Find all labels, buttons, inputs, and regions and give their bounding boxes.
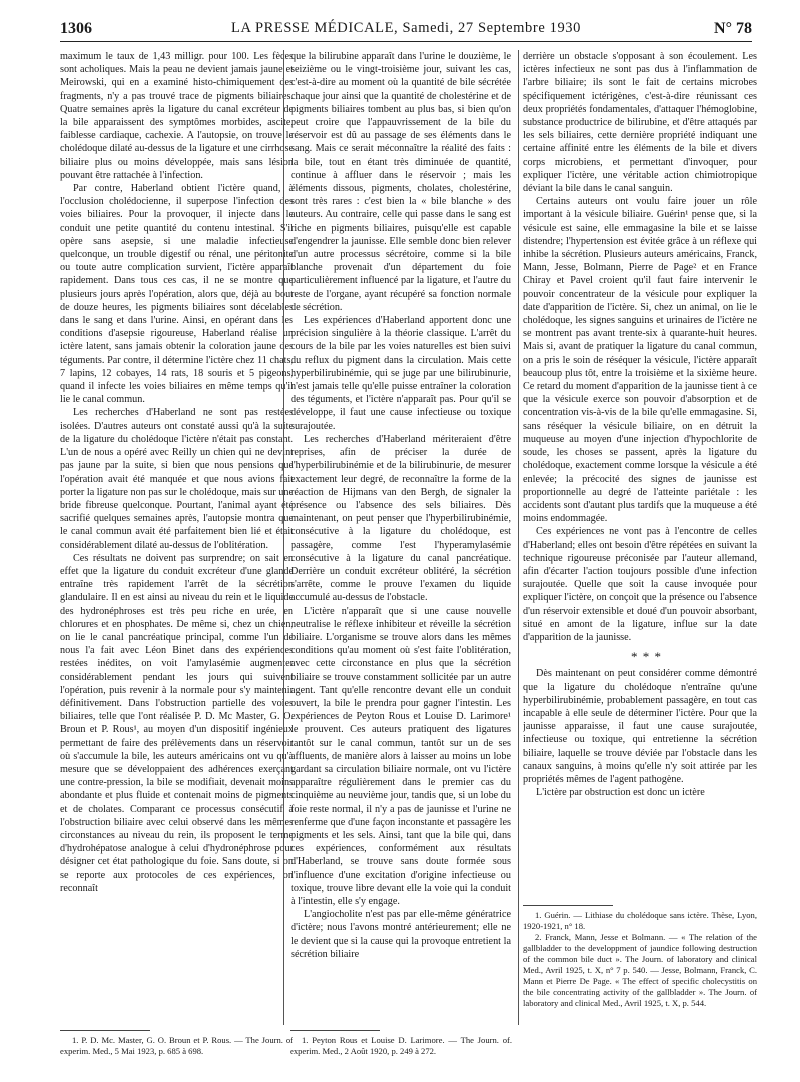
paragraph: Ces résultats ne doivent pas surprendre; on sait en effet que la ligature du conduit excréteur d'une glande entraîne très rapidement l'arrêt de la sécrétion glandulaire. Il en est ainsi au niveau du rein et le liquide des hydronéphroses est très peu riche en urée, en chlorures et en phosphates. De même si, chez un chien, on lie le canal pancréatique principal, comme l'un de nous l'a fait avec Léon Binet dans des expériences restées inédites, on voit l'amylasémie augmenter considérablement pendant les jours qui suivent l'opération, puis revenir à la normale pour s'y maintenir définitivement. Dans l'obstruction partielle des voies biliaires, telle que l'ont réalisée P. D. Mc Master, G. O. Broun et P. Rous¹, au moyen d'un dispositif ingénieux permettant de faire des prélèvements dans un réservoir où s'accumule la bile, les auteurs américains ont vu qu'à mesure que se développaient des adhérences exerçant une contre-pression, la bile se modifiait, devenait moins abondante et plus fluide et contenait moins de pigments et de cholates. Comparant ce processus consécutif à l'obstruction biliaire avec celui observé dans les mêmes circonstances au niveau du rein, ils proposent le terme d'hydrohépatose analogue à celui d'hydronéphrose pour désigner cet état pathologique du foie. Sans doute, si on se reporte aux protocoles de ces expériences, on reconnaît	[60, 552, 293, 894]
paragraph: Les recherches d'Haberland mériteraient d'être reprises, afin de préciser la durée de l'hyperbilirubinémie et de la bilirubinurie, de mesurer exactement leur degré, de reconnaître la forme de la réaction de Hijmans van den Bergh, de signaler la présence ou l'absence des sels biliaires. Dès maintenant, on peut penser que l'hyperbilirubinémie, consécutive à la ligature du cholédoque, est passagère, comme l'est l'hyperamylasémie consécutive à la ligature du canal pancréatique. Derrière un conduit excréteur oblitéré, la sécrétion s'arrête, comme le prouve l'examen du liquide accumulé au-dessus de l'obstacle.	[291, 433, 511, 604]
paragraph: Dès maintenant on peut considérer comme démontré que la ligature du cholédoque n'entraîne qu'une hyperbilirubinémie, probablement passagère, en tout cas incapable à elle seule de déterminer l'ictère. Pour que la jaunisse apparaisse, il faut une cause surajoutée, infectieuse ou toxique, qui entretienne la sécrétion biliaire, laquelle se trouve déviée par l'obstacle dans les canaux sanguins, à moins qu'elle n'y soit attirée par les propriétés mêmes de l'agent pathogène.	[523, 668, 757, 785]
paragraph: Par contre, Haberland obtient l'ictère quand, à l'occlusion cholédocienne, il superpose l'infection des voies biliaires. Pour la provoquer, il injecte dans le conduit une petite quantité du contenu intestinal. S'il opère sans asepsie, si une maladie infectieuse quelconque, un trouble digestif ou rénal, une péritonite ou toute autre complication survient, l'ictère apparaît rapidement. Dans tous ces cas, il ne se montre que plusieurs jours après l'opération, alors que, déjà au bout de douze heures, les pigments biliaires sont décelables dans le sang et dans l'urine. Ainsi, en opérant dans les conditions d'asepsie rigoureuse, Haberland réalise un ictère latent, sans jamais obtenir la coloration jaune des téguments. Par contre, il détermine l'ictère chez 11 chats, 7 lapins, 12 cobayes, 14 rats, 18 souris et 5 pigeons, quand il infecte les voies biliaires en même temps qu'il lie le canal commun.	[60, 183, 293, 406]
page-header	[60, 20, 752, 50]
column-3	[523, 50, 757, 845]
paragraph: L'ictère par obstruction est donc un ictère	[536, 787, 705, 799]
section-separator: * * *	[631, 649, 662, 665]
footnote-rule	[60, 1030, 150, 1031]
paragraph: Certains auteurs ont voulu faire jouer un rôle important à la vésicule biliaire. Guérin¹ pense que, si la vésicule est saine, elle emmagasine la bile et se laisse distendre; l'hypertension est évitée grâce à un réflexe qui inhibe la sécrétion. Plusieurs auteurs américains, Franck, Mann, Jesse, Bolmann, Pierre de Page² et en France Chiray et Pavel croient qu'il faut faire intervenir le pouvoir concentrateur de la vésicule pour expliquer la date d'apparition de l'ictère. Si, chez un animal, on lie le cholédoque, les signes sanguins et urinaires de l'ictère ne se montrent pas avant trente-six à quarante-huit heures. Mais si, avant de pratiquer la ligature du canal commun, on a pris le soin de réséquer la vésicule, l'ictère apparaît beaucoup plus tôt, entre la troisième et la sixième heure. Ce retard du moment d'apparition de la jaunisse tient à ce que la vésicule exerce son pouvoir d'absorption et de concentration vis-à-vis de la bile qu'elle emmagasine. Si, sans réséquer la vésicule biliaire, on en détruit la muqueuse au moyen d'une injection d'hypochlorite de soude, les choses se passent, après la ligature du cholédoque, exactement comme lorsque la vésicule a été enlevée; la précocité des signes de jaunisse est proportionnelle au degré de l'atteinte pariétale : les accidents sont d'autant plus tardifs que la muqueuse a été moins endommagée.	[523, 196, 757, 525]
paragraph: Les expériences d'Haberland apportent donc une précision singulière à la théorie classique. L'arrêt du cours de la bile par les voies naturelles est bien suivi du reflux du pigment dans la circulation. Mais cette hyperbilirubinémie, qui se juge par une bilirubinurie, n'est jamais telle qu'elle puisse entraîner la coloration des téguments, et l'ictère n'apparaît pas. Pour qu'il se développe, il faut une cause infectieuse ou toxique surajoutée.	[291, 315, 511, 432]
footnote-rule	[290, 1030, 380, 1031]
footnotes-column-3	[523, 905, 757, 1009]
footnotes-column-2	[290, 1030, 512, 1057]
column-2-body	[283, 50, 519, 1025]
column-3-body	[523, 50, 757, 845]
paragraph: que la bilirubine apparaît dans l'urine le douzième, le seizième ou le vingt-troisième jour, suivant les cas, c'est-à-dire au moment où la quantité de bile sécrétée chaque jour ainsi que la quantité de cholestérine et de pigments biliaires tombent au plus bas, si bien qu'on peut croire que l'appauvrissement de la bile du réservoir est dû au passage de ses éléments dans le sang. Mais ce serait méconnaître la réalité des faits : la bile, tout en étant très diminuée de quantité, continue à affluer dans le réservoir ; mais les éléments dissous, pigments, cholates, cholestérine, sont très rares : c'est bien la « bile blanche » des auteurs. Au contraire, celle qui passe dans le sang est riche en pigments biliaires, puisqu'elle est capable d'engendrer la jaunisse. Elle semble donc bien relever d'un autre processus sécrétoire, comme si la bile blanche provenait d'un département du foie particulièrement influencé par la ligature, et l'autre du reste de l'organe, ayant récupéré sa fonction normale de sécrétion.	[291, 51, 511, 313]
paragraph: Ces expériences ne vont pas à l'encontre de celles d'Haberland; elles ont besoin d'être répétées en suivant la technique rigoureuse préconisée par l'auteur allemand, afin d'écarter l'action toujours possible d'une infection surajoutée. Quelle que soit la cause invoquée pour expliquer l'ictère, on conçoit que la présence ou l'absence d'un réservoir extensible et doué d'un pouvoir absorbant, situé en amont de la ligature, influe sur la date d'apparition de la jaunisse.	[523, 526, 757, 643]
footnote-rule	[523, 905, 613, 906]
column-2	[283, 50, 519, 1025]
footnote: 1. P. D. Mc. Master, G. O. Broun et P. Rous. — The Journ. of experim. Med., 5 Mai 1923, p. 685 à 698.	[60, 1035, 293, 1056]
column-1	[60, 50, 293, 1025]
footnote: 1. Peyton Rous et Louise D. Larimore. — The Journ. of. experim. Med., 2 Août 1920, p. 249 à 272.	[290, 1035, 512, 1056]
footnote: 2. Franck, Mann, Jesse et Bolmann. — « The relation of the gallbladder to the developpment of jaundice following destruction of the common bile duct ». The Journ. of laboratory and clinical Med., Avril 1925, t. X, n° 7 p. 540. — Jesse, Bolmann, Franck, C. Mann et Pierre De Page. « The effect of specific cholecystitis on the bile concentrating activity of the gallbladder ». The Journ. of laboratory and clinical Med., Avril 1925, t. X, p. 544.	[523, 932, 757, 1008]
paragraph: maximum le taux de 1,43 milligr. pour 100. Les fèces sont acholiques. Mais la peau ne devient jamais jaune et Meirowski, qui en a examiné histo-chimiquement des fragments, n'y a pas trouvé trace de pigments biliaires. Quatre semaines après la ligature du canal excréteur de la bile apparaissent des symptômes morbides, ascite, faiblesse cardiaque, cachexie. A l'autopsie, on trouve le cholédoque dilaté au-dessus de la ligature et une cirrhose biliaire plus ou moins développée, mais sans lésion pouvant être rattachée à l'infection.	[60, 51, 293, 181]
footnote: 1. Guérin. — Lithiase du cholédoque sans ictère. Thèse, Lyon, 1920-1921, n° 18.	[523, 910, 757, 931]
header-rule	[60, 41, 752, 42]
paragraph: L'angiocholite n'est pas par elle-même génératrice d'ictère; nous l'avons montré antérieurement; elle ne le devient que si la cause qui la provoque entretient la sécrétion biliaire	[291, 909, 511, 960]
paragraph: Les recherches d'Haberland ne sont pas restées isolées. D'autres auteurs ont constaté aussi qu'à la suite de la ligature du cholédoque l'ictère n'était pas constant. L'un de nous a opéré avec Reilly un chien qui ne devint pas jaune par la suite, si bien que nous pensions que l'opération avait été manquée et que nous avions fait porter la ligature non pas sur le cholédoque, mais sur une bride fibreuse quelconque. Pourtant, l'animal ayant été sacrifié quelques semaines après, l'autopsie montra que le canal commun avait été parfaitement bien lié et était considérablement dilaté au-dessus de l'oblitération.	[60, 407, 293, 551]
paragraph: derrière un obstacle s'opposant à son écoulement. Les ictères infectieux ne sont pas dus à l'inflammation de l'arbre biliaire; ils sont le fait de certains microbes spécifiquement ictérigènes, c'est-à-dire réunissant ces deux propriétés fondamentales, d'attaquer l'hémoglobine, substance productrice de bilirubine, et d'être attaqués par les sels biliaires, cette dernière propriété indiquant une certaine affinité entre les éléments de la bile et divers corps microbiens, et permettant d'invoquer, pour expliquer l'ictère, une véritable action chimiotropique déviant la bile dans le canal sanguin.	[523, 51, 757, 195]
paragraph: L'ictère n'apparaît que si une cause nouvelle neutralise le réflexe inhibiteur et réveille la sécrétion biliaire. L'organisme se trouve alors dans les mêmes conditions qu'au moment où s'est faite l'oblitération, avec cette circonstance en plus que la sécrétion biliaire se trouve constamment sollicitée par un autre agent. Tant qu'elle rencontre devant elle un conduit ouvert, la bile le prendra pour gagner l'intestin. Les expériences de Peyton Rous et Louise D. Larimore¹ le prouvent. Ces auteurs pratiquent des ligatures tantôt sur le canal commun, tantôt sur un de ses affluents, de manière alors à laisser au moins un lobe gardant sa circulation biliaire normale, ont vu l'ictère apparaître régulièrement dans le premier cas du cinquième au neuvième jour, tandis que, si un lobe du foie reste normal, il n'y a pas de jaunisse et l'urine ne renferme que d'une façon inconstante et passagère les pigments et les sels. Ainsi, tant que la bile qui, dans ces expériences, conformément aux résultats d'Haberland, se trouve sans doute formée sous l'influence d'une excitation d'origine infectieuse ou toxique, trouve libre devant elle la voie qui la conduit à l'intestin, elle s'y engage.	[291, 605, 511, 907]
journal-title: LA PRESSE MÉDICALE, Samedi, 27 Septembre 1930	[230, 20, 581, 36]
column-1-body	[60, 50, 293, 1025]
footnotes-column-1	[60, 1030, 293, 1057]
page-number: 1306	[60, 20, 92, 37]
issue-number: N° 78	[714, 20, 752, 37]
